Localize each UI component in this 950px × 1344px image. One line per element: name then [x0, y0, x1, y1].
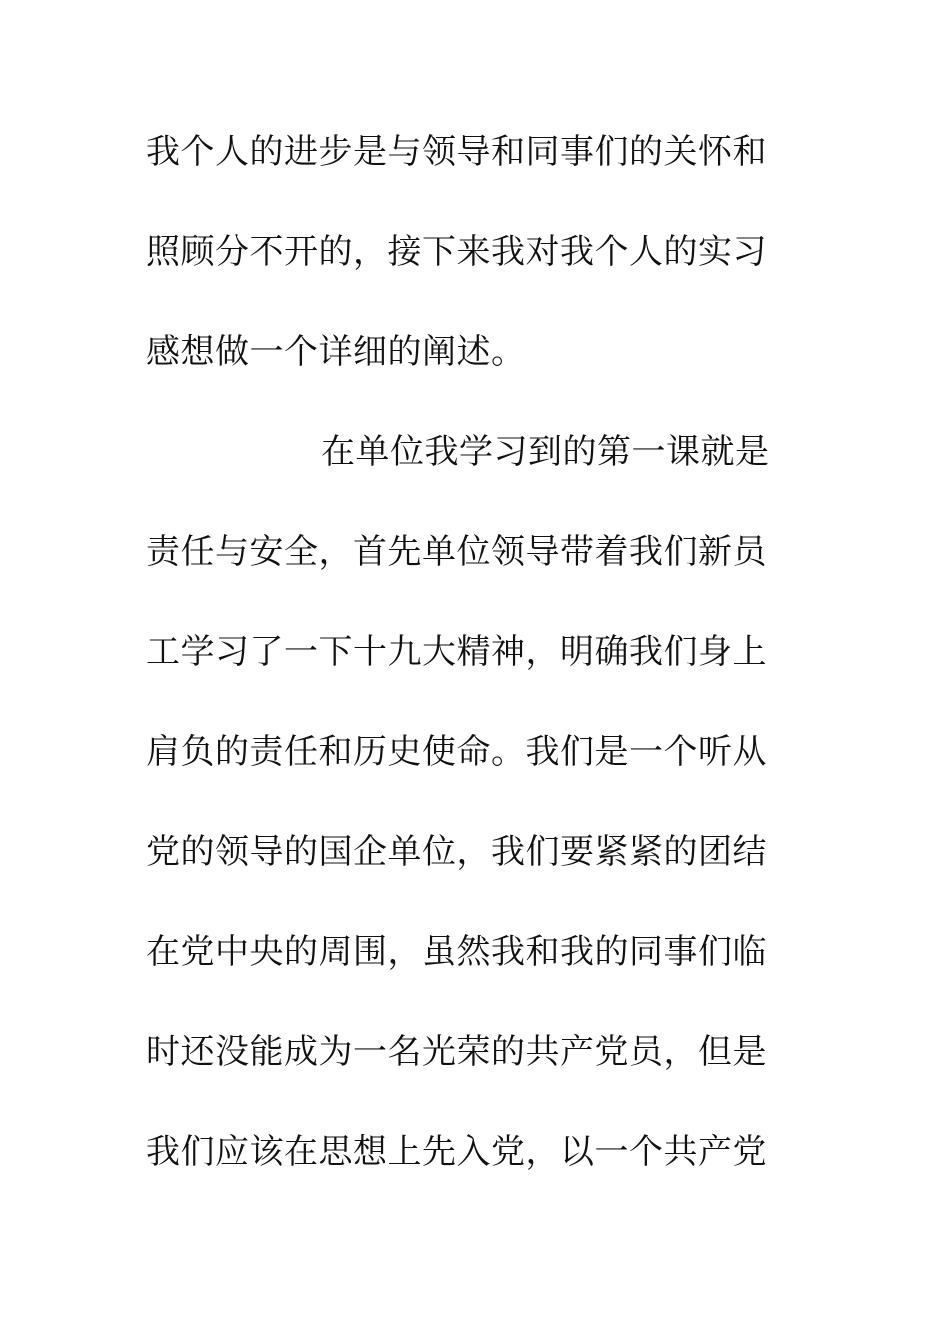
paragraph-start-line: 在单位我学习到的第一课就是	[321, 432, 770, 472]
text-line: 我个人的进步是与领导和同事们的关怀和	[146, 132, 767, 172]
text-line: 时还没能成为一名光荣的共产党员，但是	[146, 1032, 767, 1072]
text-line: 肩负的责任和历史使命。我们是一个听从	[146, 732, 767, 772]
text-line: 工学习了一下十九大精神，明确我们身上	[146, 632, 767, 672]
text-line: 我们应该在思想上先入党，以一个共产党	[146, 1132, 767, 1172]
text-line: 党的领导的国企单位，我们要紧紧的团结	[146, 832, 767, 872]
document-body	[146, 124, 786, 1224]
text-line: 感想做一个详细的阐述。	[146, 332, 526, 372]
text-line: 责任与安全，首先单位领导带着我们新员	[146, 532, 767, 572]
text-line: 照顾分不开的，接下来我对我个人的实习	[146, 232, 767, 272]
text-line: 在党中央的周围，虽然我和我的同事们临	[146, 932, 767, 972]
